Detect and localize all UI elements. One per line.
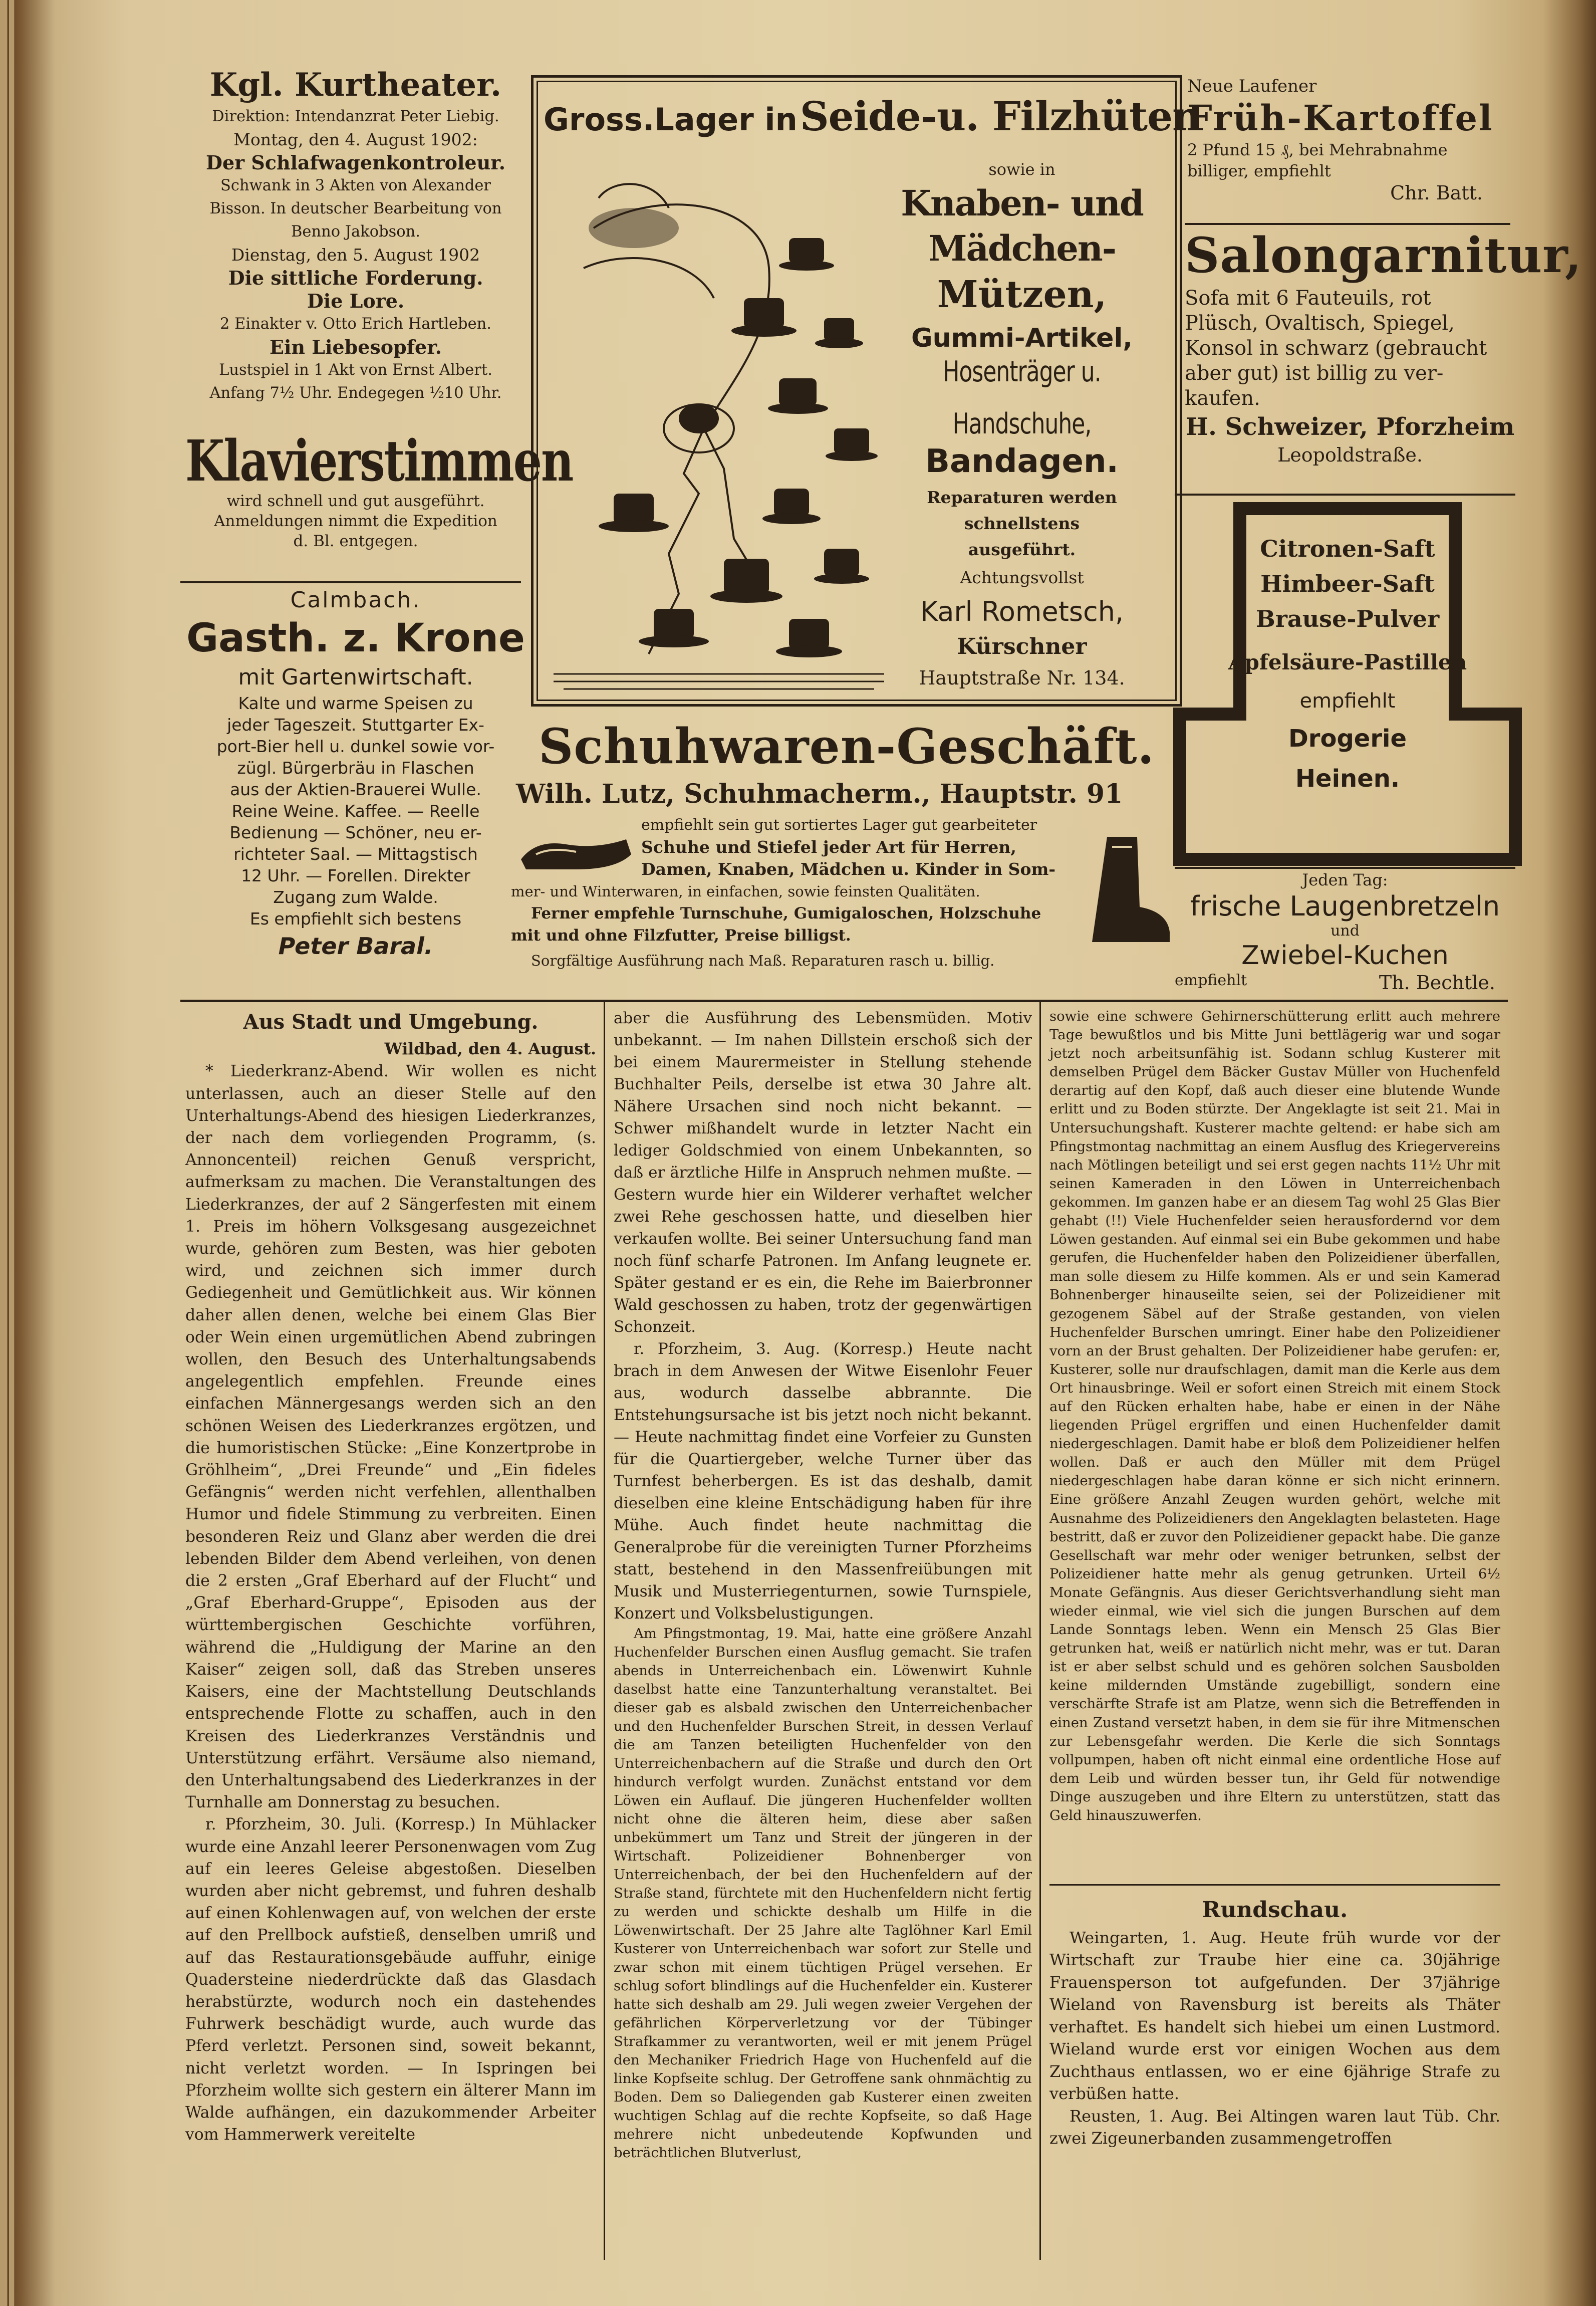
ad-klavierstimmen [185, 427, 573, 581]
ad-kurtheater-line: Die sittliche Forderung. [228, 267, 483, 289]
ad-kurtheater-line: Benno Jakobson. [291, 223, 420, 241]
ad-laugenbretzeln [1175, 869, 1515, 995]
ad-kurtheater-line: Der Schlafwagenkontroleur. [206, 151, 505, 174]
ad-salon-line: Sofa mit 6 Fauteuils, rot [1185, 287, 1431, 310]
article-paragraph: Weingarten, 1. Aug. Heute früh wurde vor der Wirtschaft zur Traube hier eine ca. 30jährige Frauensperson tot aufgefunden. Der 37jährige Wieland von Ravensburg ist bereits als Thäter verhaftet. Es handelt sich hiebei um einen Lustmord. Wieland wurde erst vor einigen Wochen aus dem Zuchthaus entlassen, wo er eine 6jährige Strafe zu verbüßen hatte. [1049, 1928, 1500, 2103]
ad-seide-line: Kürschner [957, 634, 1087, 659]
ad-seide-line: ausgeführt. [968, 540, 1076, 559]
ad-salon-line: Konsol in schwarz (gebraucht [1185, 337, 1487, 360]
ad-schuhwaren-title: Schuhwaren-Geschäft. [539, 718, 1155, 775]
ad-drogerie-lower [1197, 641, 1498, 842]
article-column-3-rundschau [1049, 1889, 1500, 2260]
article-column-3 [1049, 1007, 1500, 1879]
ad-kartoffel-line: billiger, empfiehlt [1187, 161, 1331, 180]
article-paragraph: r. Pforzheim, 30. Juli. (Korresp.) In Mühlacker wurde eine Anzahl leerer Personenwagen vom Zug auf ein leeres Geleise abgestoßen. Dieselben wurden aber nicht gebremst, und fuhren deshalb auf einen Kohlenwagen auf, von welchen der erste auf den Prellbock aufstieß, denselben umriß und auf das Restaurationsgebäude auffuhr, einige Quadersteine niederdrückte daß das Glasdach herabstürzte, wodurch noch ein dastehendes Fuhrwerk beschädigt wurde, auch wurde das Pferd verletzt. Personen sind, soweit bekannt, nicht verletzt worden. — In Ispringen bei Pforzheim wollte sich gestern ein älterer Mann im Walde aufhängen, ein dazukommender Arbeiter vom Hammerwerk vereitelte [185, 1815, 596, 2144]
ad-salon-line: kaufen. [1185, 387, 1260, 410]
ad-seide-line: Hauptstraße Nr. 134. [919, 667, 1125, 689]
ad-kurtheater-line: Anfang 7½ Uhr. Endegegen ½10 Uhr. [209, 384, 502, 402]
ad-krone-lines [185, 693, 526, 930]
ad-gasthaus-krone [185, 586, 526, 992]
ad-klavierstimmen-line: wird schnell und gut ausgeführt. [226, 492, 485, 510]
ad-kurtheater-line: Dienstag, den 5. August 1902 [231, 245, 480, 265]
ad-krone-line: richteter Saal. — Mittagstisch [233, 844, 478, 864]
article-column-2 [614, 1007, 1032, 2260]
ad-drogerie-line: Citronen-Saft [1260, 535, 1435, 562]
article-paragraph: sowie eine schwere Gehirnerschütterung erlitt auch mehrere Tage bewußtlos und bis Mitte Juni bettlägerig war und sogar jetzt noch arbeitsunfähig ist. Sodann schlug Kusterer mit demselben Prügel dem Bäcker Gustav Müller von Huchenfeld derartig auf den Kopf, daß auch dieser eine blutende Wunde erlitt und zu Boden stürzte. Der Angeklagte ist seit 21. Mai in Untersuchungshaft. Kusterer machte geltend: er habe sich am Pfingstmontag nachmittag an einem Ausflug des Kriegervereins nach Mötlingen beteiligt und sei erst gegen nachts 11½ Uhr mit seinen Kameraden in den Löwen in Unterreichenbach gekommen. Im ganzen habe er an diesem Tag wohl 25 Glas Bier gehabt (!!) Viele Huchenfelder seien herausfordernd vor dem Löwen gestanden. Auf einmal sei ein Bube gekommen und habe gerufen, die Huchenfelder haben den Polizeidiener überfallen, man solle diesem zu Hilfe kommen. Als er und sein Kamerad Bohnenberger hinauseilte seien, sei der Polizeidiener mit gezogenem Säbel auf der Straße gestanden, von vielen Huchenfelder Burschen umringt. Einer habe den Polizeidiener vorn an der Brust gehalten. Der Polizeidiener habe gerufen: er, Kusterer, solle nur draufschlagen, damit man die Kerle aus dem Ort hinausbringe. Weil er sofort einen Streich mit einem Stock auf den Rücken erhalten habe, habe er einen in der Nähe liegenden Prügel ergriffen und einen Huchenfelder damit niedergeschlagen. Damit habe er bloß dem Polizeidiener helfen wollen. Daß er auch den Müller mit dem Prügel niedergeschlagen habe daran könne er sich nicht erinnern. Eine größere Anzahl Zeugen wurden gehört, welche mit Ausnahme des Polizeidieners den Angeklagten belasteten. Hage bestritt, daß er zuvor den Polizeidiener gepackt habe. Die ganze Gesellschaft war mehr oder weniger betrunken, selbst der Polizeidiener hatte mehr als genug getrunken. Urteil 6½ Monate Gefängnis. Aus dieser Gerichtsverhandlung sieht man wieder einmal, wie viel sich die jungen Burschen auf dem Lande Sonntags leben. Wenn ein Mensch 25 Glas Bier getrunken hat, weiß er natürlich nicht mehr, was er tut. Daran ist er aber selbst schuld und es gehören solchen Sausbolden keine mildernden Umstände zugebilligt, sondern eine verschärfte Strafe ist am Platze, wenn sich die Betreffenden in einen Zustand versetzt haben, in dem sie für ihre Mitmenschen zur Lebensgefahr werden. Die Kerle die sich Sonntags vollpumpen, haben oft nicht einmal eine ordentliche Hose auf dem Leib und würden besser tun, ihr Geld für notwendige Dinge auszugeben und ihre Eltern zu unterstützen, statt das Geld hinauszuwerfen. [1049, 1008, 1500, 1824]
divider [1175, 494, 1515, 496]
dateline: Wildbad, den 4. August. [384, 1040, 596, 1059]
ad-krone-line: port-Bier hell u. dunkel sowie vor- [216, 737, 495, 756]
ad-salon-line: Plüsch, Ovaltisch, Spiegel, [1185, 312, 1455, 335]
ad-seide-line: Reparaturen werden schnellstens [927, 488, 1117, 533]
ad-bretzeln-title: frische Laugenbretzeln [1190, 890, 1500, 922]
divider [1049, 1884, 1500, 1886]
ad-kurtheater-line: Bisson. In deutscher Bearbeitung von [209, 200, 502, 217]
ad-krone-line: Kalte und warme Speisen zu [238, 694, 473, 713]
ad-seide-text [874, 158, 1170, 693]
ad-schuhwaren [511, 717, 1182, 987]
page-stack-edge [0, 0, 8, 2306]
ad-seide-line: Knaben- und Mädchen- [901, 182, 1143, 269]
ad-seide-line: Gummi-Artikel, [911, 323, 1133, 353]
ad-seide-line: sowie in [988, 160, 1055, 179]
section-heading: Rundschau. [1202, 1897, 1348, 1923]
ad-krone-line: Zugang zum Walde. [273, 887, 438, 907]
article-column-1 [185, 1007, 596, 2260]
ad-salon-lines [1185, 286, 1515, 411]
article-paragraph: Reusten, 1. Aug. Bei Altingen waren laut Tüb. Chr. zwei Zigeunerbanden zusammengetroffen [1049, 2106, 1500, 2148]
page-stack-edge [9, 0, 15, 2306]
ad-bretzeln-title2: Zwiebel-Kuchen [1241, 941, 1449, 971]
ad-kurtheater-line: Ein Liebesopfer. [270, 336, 442, 358]
ad-bretzeln-mid: und [1331, 922, 1360, 940]
ad-drogerie-line: Apfelsäure-Pastillen [1228, 650, 1467, 674]
ad-salon-signature: H. Schweizer, Pforzheim [1185, 413, 1515, 441]
ad-kartoffel-title: Früh-Kartoffel [1187, 97, 1494, 139]
ad-seide-line: Karl Rometsch, [920, 596, 1124, 627]
ad-kurtheater-line: Schwank in 3 Akten von Alexander [220, 177, 491, 194]
ad-drogerie-line: Himbeer-Saft [1260, 570, 1435, 597]
ad-seide-headline-a: Gross.Lager in [544, 101, 797, 138]
ad-krone-line: jeder Tageszeit. Stuttgarter Ex- [227, 715, 484, 735]
ad-kurtheater-line: 2 Einakter v. Otto Erich Hartleben. [220, 315, 491, 333]
ad-klavierstimmen-lines [185, 491, 526, 551]
ad-seide-line: Bandagen. [925, 443, 1119, 480]
ad-schuhwaren-line: Ferner empfehle Turnschuhe, Gumigaloschen, Holzschuhe [531, 904, 1041, 923]
ad-schuhwaren-text [511, 814, 1077, 975]
ad-schuhwaren-line: empfiehlt sein gut sortiertes Lager gut gearbeiteter [641, 816, 1037, 834]
ad-schuhwaren-line: Sorgfältige Ausführung nach Maß. Reparaturen rasch u. billig. [531, 952, 995, 969]
ad-drogerie-line: empfiehlt [1299, 689, 1396, 713]
ad-krone-line: 12 Uhr. — Forellen. Direkter [241, 866, 470, 885]
column-divider [1039, 1002, 1041, 2260]
ad-salon-title: Salongarnitur, [1185, 227, 1582, 284]
ad-kurtheater-line: Montag, den 4. August 1902: [233, 130, 478, 149]
ad-salon-street: Leopoldstraße. [1277, 444, 1423, 466]
ad-seide-line: Achtungsvollst [960, 568, 1084, 587]
ad-seide-line: Hosenträger u. Handschuhe, [943, 355, 1101, 441]
ad-drogerie-line: Brause-Pulver [1255, 605, 1440, 632]
ad-krone-line: Reine Weine. Kaffee. — Reelle [231, 801, 480, 821]
boot-icon [1077, 832, 1172, 947]
ad-kartoffel-pre: Neue Laufener [1187, 76, 1317, 96]
section-divider [180, 1000, 1508, 1002]
ad-klavierstimmen-line: d. Bl. entgegen. [293, 532, 418, 550]
ad-salon-line: aber gut) ist billig zu ver- [1185, 362, 1444, 385]
ad-schuhwaren-line: mit und ohne Filzfutter, Preise billigst. [511, 927, 851, 945]
ad-seide-filzhueten [531, 75, 1201, 707]
hat-cornucopia-illustration [554, 168, 884, 694]
article-paragraph: aber die Ausführung des Lebensmüden. Motiv unbekannt. — Im nahen Dillstein erschoß sich der bei einem Maurermeister in Stellung stehende Buchhalter Peils, derselbe ist etwa 30 Jahre alt. Nähere Ursachen sind noch nicht bekannt. — Schwer mißhandelt wurde in letzter Nacht ein lediger Goldschmied von einem Unbekannten, so daß er ärztliche Hilfe in Anspruch nehmen mußte. — Gestern wurde hier ein Wilderer verhaftet welcher zwei Rehe geschossen hatte, und dieselben hier verkaufen wollte. Bei seiner Untersuchung fand man noch fünf scharfe Patronen. Im Anfang leugnete er. Später gestand er es ein, die Rehe im Baierbronner Wald geschossen zu haben, trotz der gegenwärtigen Schonzeit. [614, 1009, 1032, 1336]
ad-kurtheater-line: Direktion: Intendanzrat Peter Liebig. [212, 108, 499, 125]
ad-schuhwaren-line: Damen, Knaben, Mädchen u. Kinder in Som- [641, 859, 1056, 879]
ad-klavierstimmen-line: Anmeldungen nimmt die Expedition [214, 512, 497, 530]
ad-seide-headline-b: Seide-u. Filzhüten [800, 93, 1201, 140]
ad-krone-title: Gasth. z. Krone [186, 616, 525, 661]
ad-krone-line: Bedienung — Schöner, neu er- [229, 823, 482, 842]
divider [180, 581, 521, 583]
section-heading: Aus Stadt und Umgebung. [243, 1010, 539, 1034]
ad-klavierstimmen-title: Klavierstimmen [185, 427, 573, 495]
ad-bretzeln-left: empfiehlt [1175, 972, 1247, 989]
ad-schuhwaren-line: mer- und Winterwaren, in einfachen, sowie feinsten Qualitäten. [511, 883, 980, 900]
ad-kartoffel [1187, 75, 1513, 225]
ad-krone-line: zügl. Bürgerbräu in Flaschen [237, 758, 474, 778]
ad-schuhwaren-line: Schuhe und Stiefel jeder Art für Herren, [641, 837, 1016, 857]
ad-kurtheater [185, 65, 526, 436]
ad-krone-subtitle: mit Gartenwirtschaft. [238, 664, 473, 690]
article-paragraph: * Liederkranz-Abend. Wir wollen es nicht unterlassen, auch an dieser Stelle auf den Unterhaltungs-Abend des hiesigen Liederkranzes, der nach dem vorliegenden Programm, (s. Annoncenteil) reichen Genuß verspricht, aufmerksam zu machen. Die Veranstaltungen des Liederkranzes, der auf 2 Sängerfesten mit einem 1. Preis im höhern Volksgesang ausgezeichnet wurde, gehören zum Besten, was hier geboten wird, und zeichnen sich immer durch Gediegenheit und Gemütlichkeit aus. Wir können daher allen denen, welche bei einem Glas Bier oder Wein einen urgemütlichen Abend zubringen wollen, den Besuch des Unterhaltungsabends angelegentlich empfehlen. Freunde eines einfachen Männergesangs werden sich an den schönen Weisen des Liederkranzes ergötzen, und die humoristischen Stücke: „Eine Konzertprobe in Gröhlheim“, „Drei Freunde“ und „Ein fideles Gefängnis“ werden nicht verfehlen, allenthalben Humor und fidele Stimmung zu verbreiten. Einen besonderen Reiz und Glanz aber werden die drei lebenden Bilder dem Abend verleihen, von denen die 2 ersten „Graf Eberhard auf der Flucht“ und „Graf Eberhard-Gruppe“, Episoden aus der württembergischen Geschichte vorführen, während die „Huldigung der Marine an den Kaiser“ zeigen soll, daß das Streben unseres Kaisers, eine der Machtstellung Deutschlands entsprechende Flotte zu schaffen, auch in den Kreisen des Liederkranzes Verständnis und Unterstützung erfährt. Versäume also niemand, den Unterhaltungsabend des Liederkranzes in der Turnhalle am Donnerstag zu besuchen. [185, 1062, 596, 1812]
divider [1175, 867, 1515, 869]
divider [1185, 223, 1510, 225]
ad-krone-place: Calmbach. [290, 587, 421, 613]
ad-kartoffel-signature: Chr. Batt. [1390, 182, 1483, 204]
ad-kurtheater-line: Lustspiel in 1 Akt von Ernst Albert. [219, 361, 492, 379]
ad-drogerie-line: Drogerie [1288, 725, 1407, 753]
ad-bretzeln-signature: Th. Bechtle. [1379, 972, 1495, 994]
article-paragraph: Am Pfingstmontag, 19. Mai, hatte eine größere Anzahl Huchenfelder Burschen einen Ausflug gemacht. Sie trafen abends in Unterreichenbach ein. Löwenwirt Kuhnle daselbst hatte eine Tanzunterhaltung veranstaltet. Bei dieser gab es alsbald zwischen den Unterreichenbacher und den Huchenfelder Burschen Streit, in dessen Verlauf die am Tanzen beteiligten Huchenfelder von den Unterreichenbachern auf die Straße und durch den Ort hindurch verfolgt wurden. Zunächst entstand vor dem Löwen ein Auflauf. Die jüngeren Huchenfelder wollten nicht ohne die älteren heim, diese aber saßen unbekümmert um Tanz und Streit der jüngeren in der Wirtschaft. Polizeidiener Bohnenberger von Unterreichenbach, der bei den Huchenfeldern auf der Straße stand, fürchtete mit den Huchenfeldern nicht fertig zu werden und schickte deshalb um Hilfe in die Löwenwirtschaft. Der 25 Jahre alte Taglöhner Karl Emil Kusterer von Unterreichenbach war sofort zur Stelle und zwar schon mit einem tüchtigen Prügel versehen. Er schlug sofort blindlings auf die Huchenfelder ein. Kusterer hatte sich deshalb am 29. Juli wegen zweier Vergehen der gefährlichen Körperverletzung vor der Tübinger Strafkammer zu verantworten, weil er mit jenem Prügel den Mechaniker Friedrich Hage von Huchenfeld auf die linke Kopfseite schlug. Der Getroffene sank ohnmächtig zu Boden. Dem so Daliegenden gab Kusterer einen zweiten wuchtigen Schlag auf die rechte Kopfseite, so daß Hage mehrere nicht unbedeutende Kopfwunden und beträchtlichen Blutverlust, [614, 1626, 1032, 2161]
ad-bretzeln-pre: Jeden Tag: [1302, 870, 1388, 889]
ad-seide-line: Mützen, [937, 273, 1107, 316]
ad-kurtheater-title: Kgl. Kurtheater. [209, 66, 502, 104]
ad-krone-signature: Peter Baral. [278, 933, 433, 960]
column-divider [604, 1002, 605, 2260]
ad-krone-line: Es empfiehlt sich bestens [249, 909, 462, 929]
ad-kurtheater-line: Die Lore. [307, 290, 405, 312]
ad-kartoffel-line: 2 Pfund 15 ₰, bei Mehrabnahme [1187, 140, 1448, 159]
ad-salongarnitur [1185, 225, 1582, 496]
ad-krone-line: aus der Aktien-Brauerei Wulle. [230, 780, 481, 799]
ad-schuhwaren-address: Wilh. Lutz, Schuhmacherm., Hauptstr. 91 [516, 779, 1123, 809]
ad-kurtheater-lines [185, 105, 526, 405]
ad-drogerie-line: Heinen. [1295, 765, 1400, 793]
article-paragraph: r. Pforzheim, 3. Aug. (Korresp.) Heute nacht brach in dem Anwesen der Witwe Eisenlohr Feuer aus, wodurch dasselbe abbrannte. Die Entstehungsursache ist bis jetzt noch nicht bekannt. — Heute nachmittag findet eine Vorfeier zu Gunsten für die Quartiergeber, welche Turner über das Turnfest beherbergen. Es ist das deshalb, damit dieselben eine kleine Entschädigung haben für ihre Mühe. Auch findet heute nachmittag die Generalprobe für die vereinigten Turner Pforzheims statt, bestehend in den Massenfreiübungen mit Musik und Musterriegenturnen, sowie Turnspiele, Konzert und Volksbelustigungen. [614, 1340, 1032, 1623]
